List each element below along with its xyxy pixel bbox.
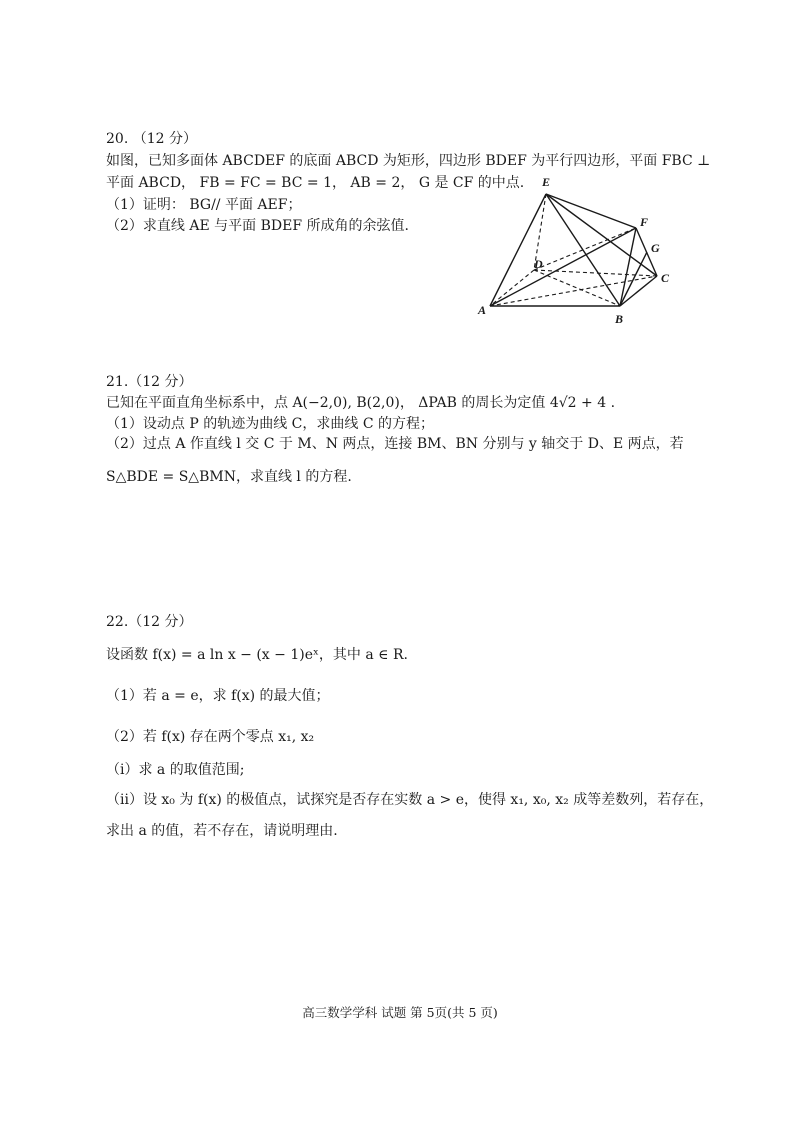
edge-DA-hidden <box>490 270 534 306</box>
edge-AC-hidden <box>490 276 657 306</box>
q22-sub1: （i）求 a 的取值范围; <box>106 762 245 778</box>
label-B: B <box>615 312 624 326</box>
q20-part1: （1）证明： BG// 平面 AEF； <box>106 197 302 213</box>
page-footer: 高三数学学科 试题 第 5页(共 5 页) <box>302 1005 498 1020</box>
q20-header: 20. （12 分） <box>106 131 197 147</box>
edge-EF <box>546 194 636 228</box>
q22-statement: 设函数 f(x) = a ln x − (x − 1)eˣ，其中 a ∈ R. <box>106 647 408 663</box>
q20-statement-line2: 平面 ABCD， FB = FC = BC = 1， AB = 2， G 是 CF 的中点. <box>106 175 525 191</box>
edge-EC <box>546 194 657 276</box>
q21-part2: （2）过点 A 作直线 l 交 C 于 M、N 两点，连接 BM、BN 分别与 y 轴交于 D、E 两点，若 <box>106 436 684 452</box>
label-F: F <box>640 215 649 229</box>
label-A: A <box>478 303 487 317</box>
q21-header: 21.（12 分） <box>106 374 193 390</box>
q22-header: 22.（12 分） <box>106 614 193 630</box>
q21-statement: 已知在平面直角坐标系中，点 A(−2,0), B(2,0)， ΔPAB 的周长为定值 4√2 + 4 . <box>106 395 616 411</box>
polyhedron-figure <box>474 170 684 330</box>
label-E: E <box>542 175 551 189</box>
q22-part2: （2）若 f(x) 存在两个零点 x₁, x₂ <box>106 729 315 745</box>
label-G: G <box>651 241 660 255</box>
q20-part2: （2）求直线 AE 与平面 BDEF 所成角的余弦值. <box>106 218 409 234</box>
q21-part1: （1）设动点 P 的轨迹为曲线 C，求曲线 C 的方程； <box>106 416 435 432</box>
q21-part2-cont: S△BDE = S△BMN，求直线 l 的方程. <box>106 469 352 485</box>
q22-sub2: （ii）设 x₀ 为 f(x) 的极值点，试探究是否存在实数 a > e，使得 x₁, x₀, x₂ 成等差数列，若存在， <box>106 792 714 808</box>
label-D: D <box>534 257 543 271</box>
q20-statement-line1: 如图，已知多面体 ABCDEF 的底面 ABCD 为矩形，四边形 BDEF 为平行四边形，平面 FBC ⊥ <box>106 153 711 169</box>
q22-sub2-cont: 求出 a 的值，若不存在，请说明理由. <box>106 823 338 839</box>
label-C: C <box>661 271 670 285</box>
edge-AF <box>490 228 636 306</box>
polyhedron-svg <box>474 170 684 330</box>
q22-part1: （1）若 a = e，求 f(x) 的最大值； <box>106 688 330 704</box>
